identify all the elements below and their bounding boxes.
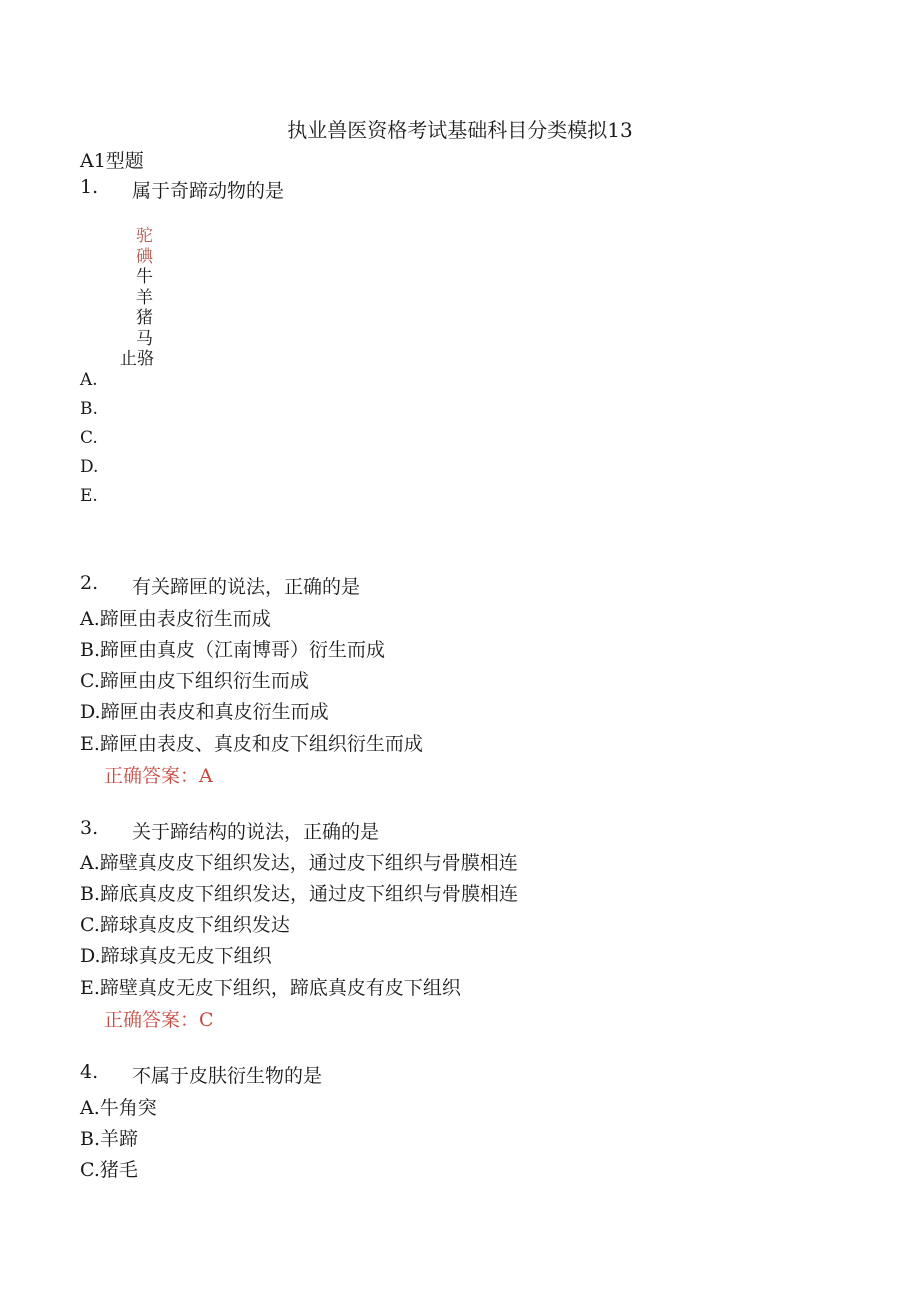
stack-char: 马	[136, 328, 153, 349]
option-d: D.蹄匣由表皮和真皮衍生而成	[80, 701, 329, 723]
option-c: C.猪毛	[80, 1159, 138, 1181]
question-number: 1.	[80, 176, 99, 198]
option-label: C.	[80, 428, 98, 448]
option-label: A.	[80, 370, 98, 390]
option-a: A.牛角突	[80, 1097, 157, 1119]
option-e: E.蹄壁真皮无皮下组织，蹄底真皮有皮下组织	[80, 977, 461, 999]
question-number: 4.	[80, 1061, 99, 1083]
question-number: 3.	[80, 817, 99, 839]
stack-char: 猪	[136, 308, 153, 328]
option-label: D.	[80, 457, 99, 477]
stack-char: 牛	[136, 267, 153, 287]
stack-char: 羊	[136, 287, 153, 308]
option-a: A.蹄匣由表皮衍生而成	[80, 608, 271, 630]
option-d: D.蹄球真皮无皮下组织	[80, 945, 272, 967]
option-c: C.蹄匣由皮下组织衍生而成	[80, 670, 309, 692]
question-stem: 有关蹄匣的说法，正确的是	[132, 576, 361, 598]
stack-char: 驼	[136, 226, 153, 246]
question-number: 2.	[80, 572, 99, 594]
option-b: B.羊蹄	[80, 1128, 139, 1150]
option-label: E.	[80, 486, 98, 506]
correct-answer: 正确答案：C	[104, 1009, 214, 1031]
stack-char: 止骆	[120, 349, 154, 369]
option-image-stack	[120, 226, 154, 370]
option-label: B.	[80, 399, 98, 419]
question-stem: 关于蹄结构的说法，正确的是	[132, 821, 380, 843]
question-stem: 属于奇蹄动物的是	[132, 180, 285, 202]
section-heading: A1型题	[80, 150, 144, 172]
correct-answer: 正确答案：A	[104, 765, 213, 787]
option-b: B.蹄匣由真皮（江南博哥）衍生而成	[80, 639, 386, 661]
question-stem: 不属于皮肤衍生物的是	[132, 1065, 323, 1087]
option-e: E.蹄匣由表皮、真皮和皮下组织衍生而成	[80, 733, 423, 755]
page-title: 执业兽医资格考试基础科目分类模拟13	[287, 118, 633, 142]
stack-char: 碘	[136, 246, 153, 267]
option-c: C.蹄球真皮皮下组织发达	[80, 914, 290, 936]
option-b: B.蹄底真皮皮下组织发达，通过皮下组织与骨膜相连	[80, 883, 519, 905]
option-a: A.蹄壁真皮皮下组织发达，通过皮下组织与骨膜相连	[80, 852, 518, 874]
